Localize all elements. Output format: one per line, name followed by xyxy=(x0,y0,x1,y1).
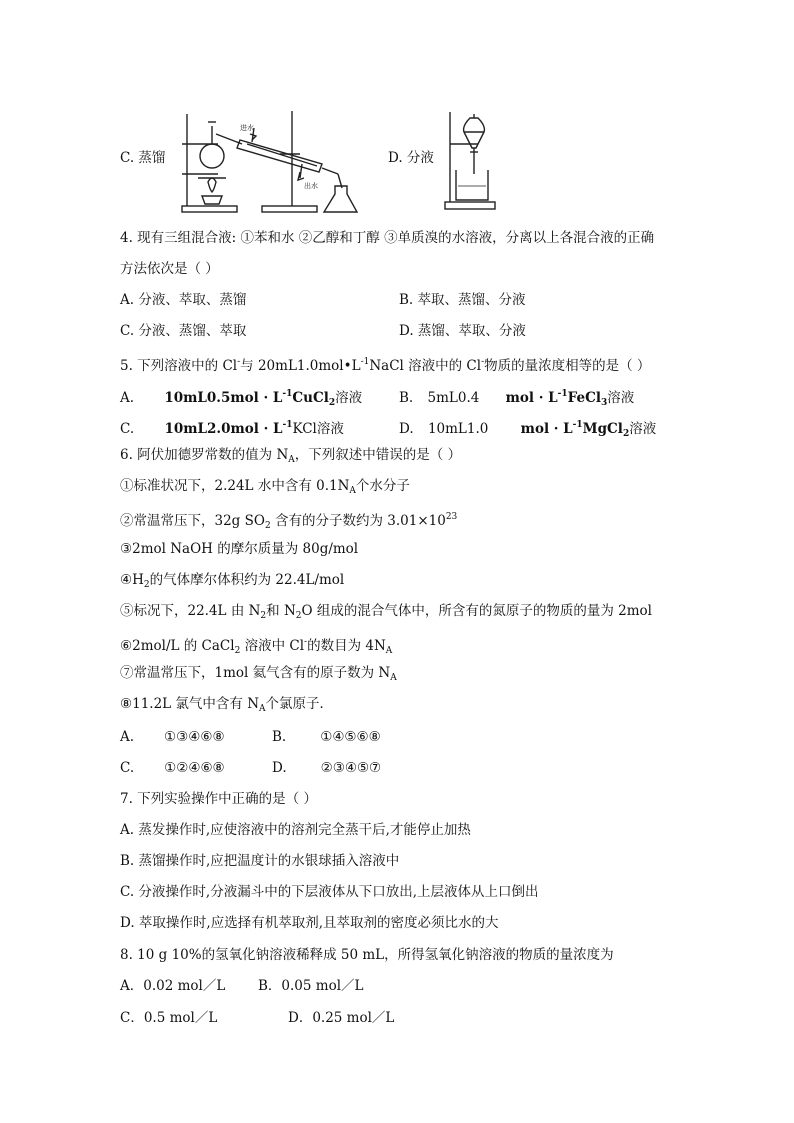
q7-option-b[interactable]: B. 蒸馏操作时,应把温度计的水银球插入溶液中 xyxy=(120,853,400,869)
q6-option-a[interactable]: A. ①③④⑥⑧ xyxy=(120,729,225,745)
option-d-separation: D. 分液 xyxy=(388,150,434,166)
distillation-apparatus-diagram xyxy=(172,106,412,216)
q7-option-d[interactable]: D. 萃取操作时,应选择有机萃取剂,且萃取剂的密度必须比水的大 xyxy=(120,915,499,931)
q6-option-c[interactable]: C. ①②④⑥⑧ xyxy=(120,760,225,776)
q4-stem-line2: 方法依次是（ ） xyxy=(120,261,219,277)
option-c-distillation: C. 蒸馏 xyxy=(120,150,166,166)
q4-option-d[interactable]: D. 蒸馏、萃取、分液 xyxy=(399,323,526,339)
q4-stem-line1: 4. 现有三组混合液: ①苯和水 ②乙醇和丁醇 ③单质溴的水溶液，分离以上各混合液的正确 xyxy=(120,230,655,246)
separatory-funnel-diagram xyxy=(440,104,500,214)
q6-option-b[interactable]: B. ①④⑤⑥⑧ xyxy=(272,729,381,745)
water-in-label: 进水 xyxy=(240,124,254,132)
q5-stem: 5. 下列溶液中的 Cl-与 $20mL1.0mol•L^{-1}NaCl$ 溶液中的 Cl-物质的量浓度相等的是（ ） xyxy=(120,357,651,374)
q7-option-c[interactable]: C. 分液操作时,分液漏斗中的下层液体从下口放出,上层液体从上口倒出 xyxy=(120,884,539,900)
q6-statement-5: ⑤标况下，22.4L 由 $N_2$和 $N_2O$ 组成的混合气体中，所含有的氮原子的物质的量为 2mol xyxy=(120,603,652,621)
q7-stem: 7. 下列实验操作中正确的是（ ） xyxy=(120,791,317,807)
q8-option-b[interactable]: B．0.05 mol／L xyxy=(258,978,364,994)
q6-statement-7: ⑦常温常压下，1mol 氦气含有的原子数为 $N_A$ xyxy=(120,665,397,683)
q6-statement-1: ①标准状况下，2.24L 水中含有 $0.1N_A$个水分子 xyxy=(120,478,410,496)
water-out-label: 出水 xyxy=(304,182,318,190)
q6-statement-4: $④H_2$的气体摩尔体积约为 22.4L/mol xyxy=(120,572,345,590)
q5-option-d[interactable]: D. 10mL1.0 mol · $L^{-1}MgCl_2$溶液 xyxy=(399,420,657,439)
q8-stem: 8. 10 g 10%的氢氧化钠溶液稀释成 50 mL，所得氢氧化钠溶液的物质的量浓度为 xyxy=(120,947,614,963)
q6-statement-2: ②常温常压下，32g $SO_2$ 含有的分子数约为 $3.01\times 10^{23}$ xyxy=(120,512,458,531)
q6-statement-3: ③2mol NaOH 的摩尔质量为 80g/mol xyxy=(120,541,359,557)
q5-option-c[interactable]: C. $10mL2.0mol \cdot L^{-1}KCl$溶液 xyxy=(120,420,344,437)
q5-option-a[interactable]: A. $10mL0.5mol \cdot L^{-1}CuCl_2$溶液 xyxy=(120,389,363,408)
q6-stem: 6. 阿伏加德罗常数的值为 $N_A$，下列叙述中错误的是（ ） xyxy=(120,447,462,465)
q8-option-d[interactable]: D．0.25 mol／L xyxy=(288,1010,395,1026)
q8-option-c[interactable]: C．0.5 mol／L xyxy=(120,1010,218,1026)
q7-option-a[interactable]: A. 蒸发操作时,应使溶液中的溶剂完全蒸干后,才能停止加热 xyxy=(120,822,471,838)
q4-option-c[interactable]: C. 分液、蒸馏、萃取 xyxy=(120,323,247,339)
q4-option-a[interactable]: A. 分液、萃取、蒸馏 xyxy=(120,292,247,308)
q6-option-d[interactable]: D. ②③④⑤⑦ xyxy=(272,760,382,776)
q4-option-b[interactable]: B. 萃取、蒸馏、分液 xyxy=(399,292,526,308)
q8-option-a[interactable]: A．0.02 mol／L xyxy=(120,978,226,994)
q6-statement-8: ⑧11.2L 氯气中含有 $N_A$个氯原子． xyxy=(120,696,334,714)
q6-statement-6: ⑥2mol/L 的 CaCl$_2$ 溶液中 Cl-的数目为 $4N_A$ xyxy=(120,637,393,656)
q5-option-b[interactable]: B. 5mL0.4 mol · $L^{-1}FeCl_3$溶液 xyxy=(399,389,635,408)
